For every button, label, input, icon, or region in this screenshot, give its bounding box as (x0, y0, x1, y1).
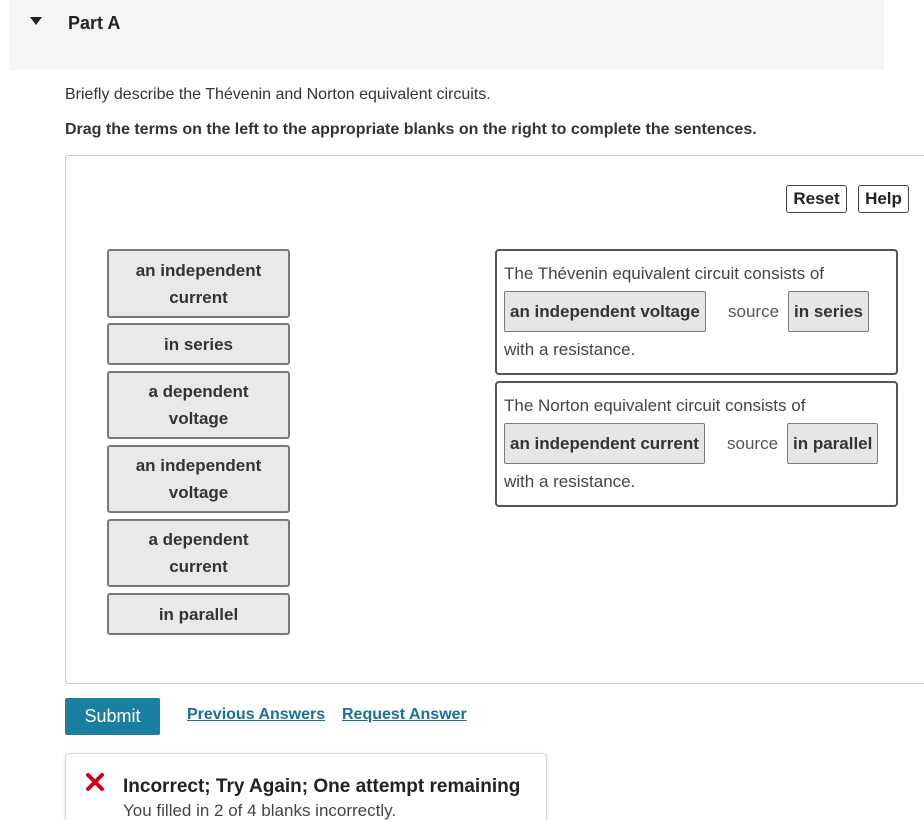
part-header[interactable] (9, 0, 884, 70)
blank-norton-source[interactable]: an independent current (504, 423, 705, 464)
feedback-detail: You filled in 2 of 4 blanks incorrectly. (123, 801, 397, 820)
blank-thevenin-connection[interactable]: in series (788, 291, 869, 332)
sentence-lead: The Thévenin equivalent circuit consists of (504, 264, 825, 283)
sentence-tail: with a resistance. (504, 340, 636, 359)
part-title: Part A (68, 13, 121, 33)
submit-button[interactable]: Submit (65, 698, 160, 735)
blank-norton-connection[interactable]: in parallel (787, 423, 878, 464)
collapse-caret-icon[interactable] (30, 17, 42, 25)
request-answer-link[interactable]: Request Answer (342, 706, 467, 723)
feedback-panel (65, 753, 547, 820)
previous-answers-link[interactable]: Previous Answers (187, 706, 326, 723)
help-button[interactable]: Help (858, 185, 909, 213)
term-a-dependent-current[interactable]: a dependent current (107, 519, 290, 587)
term-in-parallel[interactable]: in parallel (107, 593, 290, 635)
question-instruction: Drag the terms on the left to the appropriate blanks on the right to complete the sentences. (65, 121, 757, 138)
sentence-middle: source (727, 434, 779, 453)
question-prompt: Briefly describe the Thévenin and Norton equivalent circuits. (65, 86, 491, 103)
term-in-series[interactable]: in series (107, 323, 290, 365)
thevenin-sentence-box (495, 249, 898, 375)
reset-button[interactable]: Reset (786, 185, 847, 213)
sentence-lead: The Norton equivalent circuit consists of (504, 396, 806, 415)
term-an-independent-current[interactable]: an independent current (107, 249, 290, 318)
term-an-independent-voltage[interactable]: an independent voltage (107, 445, 290, 513)
blank-thevenin-source[interactable]: an independent voltage (504, 291, 706, 332)
norton-sentence-box (495, 381, 898, 507)
x-icon (85, 772, 105, 792)
term-a-dependent-voltage[interactable]: a dependent voltage (107, 371, 290, 439)
sentence-middle: source (728, 302, 780, 321)
feedback-title: Incorrect; Try Again; One attempt remaining (123, 776, 521, 797)
sentence-tail: with a resistance. (504, 472, 636, 491)
